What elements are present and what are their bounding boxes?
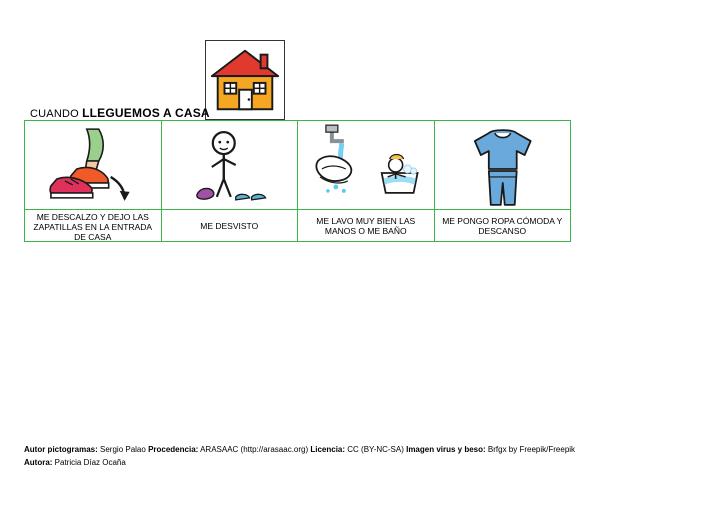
- label-license: Licencia:: [310, 445, 346, 454]
- label-author: Autora:: [24, 458, 53, 467]
- comfortable-clothes-icon: [435, 121, 571, 209]
- label-author-pictograms: Autor pictogramas:: [24, 445, 98, 454]
- washing-hands-and-bath-icon: [298, 121, 434, 209]
- value-source: ARASAAC (http://arasaac.org): [198, 445, 311, 454]
- credits-line-2: [24, 456, 696, 469]
- label-image-credit: Imagen virus y beso:: [406, 445, 486, 454]
- undressing-person-icon: [162, 121, 298, 209]
- page-title: [30, 106, 210, 120]
- house-pictogram: [205, 40, 285, 120]
- header: [0, 20, 720, 120]
- value-image-credit: Brfgx by Freepik/Freepik: [485, 445, 576, 454]
- value-author-pictograms: Sergio Palao: [97, 445, 149, 454]
- pictogram-cell: [25, 121, 162, 241]
- footer-credits: [24, 443, 696, 469]
- credits-line-1: [24, 443, 696, 456]
- pictogram-cell: [162, 121, 299, 241]
- value-author: Patricia Díaz Ocaña: [52, 458, 126, 467]
- house-icon: [206, 41, 284, 119]
- pictogram-caption: ME DESVISTO: [162, 209, 298, 241]
- title-prefix: CUANDO: [30, 108, 83, 120]
- pictogram-caption: ME PONGO ROPA CÓMODA Y DESCANSO: [435, 209, 571, 241]
- shoes-taking-off-icon: [25, 121, 161, 209]
- pictogram-cell: [435, 121, 571, 241]
- pictogram-caption: ME DESCALZO Y DEJO LAS ZAPATILLAS EN LA ENTRADA DE CASA: [25, 209, 161, 244]
- label-source: Procedencia:: [148, 445, 199, 454]
- value-license: CC (BY-NC-SA): [345, 445, 407, 454]
- pictogram-strip: [24, 120, 571, 242]
- title-strong: LLEGUEMOS A CASA: [82, 106, 210, 120]
- pictogram-caption: ME LAVO MUY BIEN LAS MANOS O ME BAÑO: [298, 209, 434, 241]
- pictogram-cell: [298, 121, 435, 241]
